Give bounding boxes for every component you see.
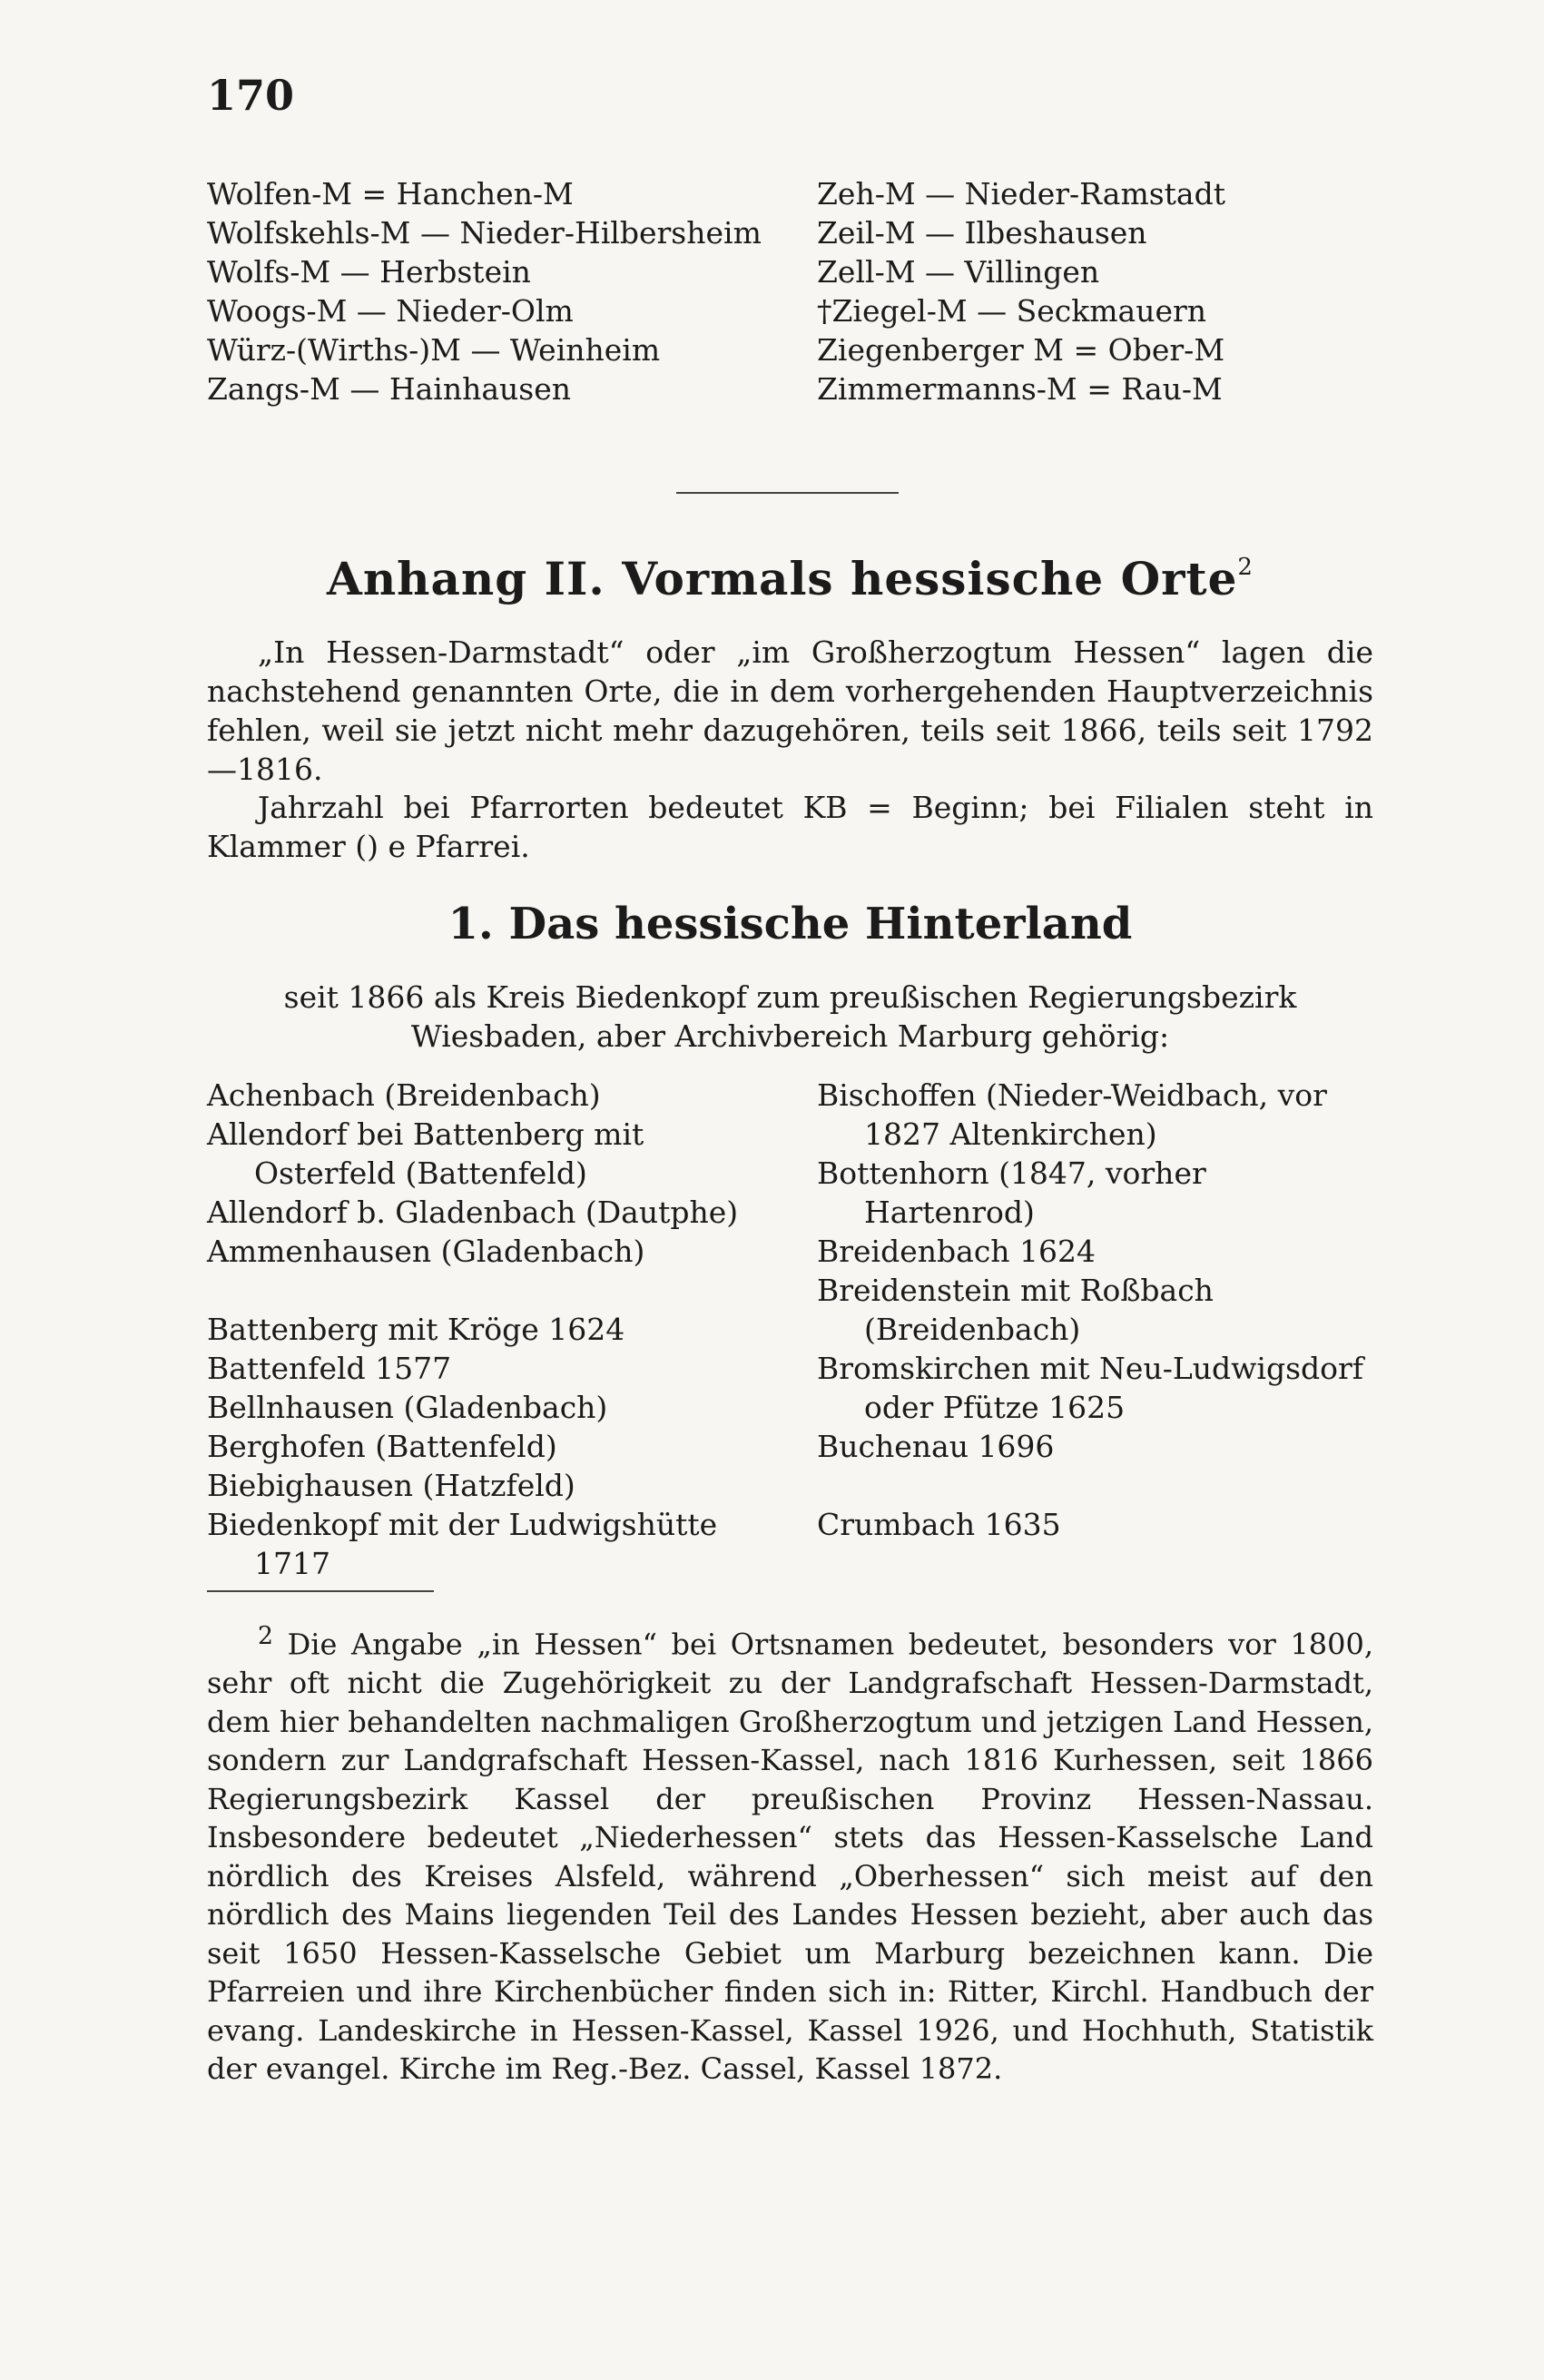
list-item: Zangs-M — Hainhausen: [207, 371, 571, 407]
section-title: 1. Das hessische Hinterland: [447, 899, 1133, 949]
list-item: Achenbach (Breidenbach): [207, 1077, 601, 1113]
list-item: Ammenhausen (Gladenbach): [207, 1234, 645, 1269]
intro-paragraph-note: Jahrzahl bei Pfarrorten bedeutet KB = Beginn; bei Filialen steht in Klammer () e Pfarrei.: [207, 790, 1373, 864]
list-item: Biedenkopf mit der Ludwigshütte 1717: [207, 1507, 718, 1581]
footnote-divider: [207, 1590, 434, 1592]
list-item: Bellnhausen (Gladenbach): [207, 1390, 608, 1425]
footnote-text: Die Angabe „in Hessen“ bei Ortsnamen bedeutet, besonders vor 1800, sehr oft nicht die Zugehörigkeit zu der Landgrafschaft Hessen-Darmstadt, dem hier behandelten nachmaligen Großherzogtum und jetzigen Land Hessen, sondern zur Landgrafschaft Hessen-Kassel, nach 1816 Kurhessen, seit 1866 Regierungsbezirk Kassel der preußischen Provinz Hessen-Nassau. Insbesondere bedeutet „Niederhessen“ stets das Hessen-Kasselsche Land nördlich des Kreises Alsfeld, während „Oberhessen“ sich meist auf den nördlich des Mains liegenden Teil des Landes Hessen bezieht, aber auch das seit 1650 Hessen-Kasselsche Gebiet um Marburg bezeichnen kann. Die Pfarreien und ihre Kirchenbücher finden sich in: Ritter, Kirchl. Handbuch der evang. Landeskirche in Hessen-Kassel, Kassel 1926, und Hochhuth, Statistik der evangel. Kirche im Reg.-Bez. Cassel, Kassel 1872.: [207, 1627, 1374, 2087]
list-item: Crumbach 1635: [817, 1507, 1061, 1542]
list-item: Buchenau 1696: [817, 1429, 1055, 1464]
page-number: 170: [207, 71, 295, 120]
list-item: Breidenbach 1624: [817, 1234, 1097, 1269]
list-item: Allendorf b. Gladenbach (Dautphe): [207, 1195, 739, 1230]
places-list-left: [207, 1076, 779, 1583]
footnote: [207, 1618, 1373, 2089]
list-item: Wolfen-M = Hanchen-M: [207, 176, 574, 211]
list-item: Zeh-M — Nieder-Ramstadt: [817, 176, 1225, 211]
list-item: Würz-(Wirths-)M — Weinheim: [207, 332, 661, 368]
list-item: Bromskirchen mit Neu-Ludwigsdorf oder Pfütze 1625: [817, 1351, 1363, 1425]
footnote-marker: 2: [258, 1622, 273, 1650]
top-list-left: [207, 174, 788, 408]
appendix-title-text: Anhang II. Vormals hessische Orte: [327, 552, 1238, 605]
appendix-title: [207, 552, 1373, 605]
list-item: Wolfskehls-M — Nieder-Hilbersheim: [207, 215, 762, 251]
list-item: Breidenstein mit Roßbach (Breidenbach): [817, 1273, 1214, 1347]
list-item: Wolfs-M — Herbstein: [207, 254, 531, 290]
list-item: Ziegenberger M = Ober-M: [817, 332, 1225, 368]
list-item: Bottenhorn (1847, vorher Hartenrod): [817, 1156, 1206, 1230]
list-item: Zell-M — Villingen: [817, 254, 1100, 290]
list-item: Allendorf bei Battenberg mit Osterfeld (Battenfeld): [207, 1116, 644, 1191]
section-divider: [676, 492, 899, 494]
list-item: Battenberg mit Kröge 1624: [207, 1312, 625, 1347]
section-subtitle: seit 1866 als Kreis Biedenkopf zum preußischen Regierungsbezirk Wiesbaden, aber Archivbereich Marburg gehörig:: [283, 979, 1297, 1054]
list-item: Biebighausen (Hatzfeld): [207, 1468, 575, 1503]
list-item: Bischoffen (Nieder-Weidbach, vor 1827 Altenkirchen): [817, 1077, 1327, 1152]
places-list-right: [817, 1076, 1380, 1544]
list-item: Zimmermanns-M = Rau-M: [817, 371, 1223, 407]
list-item: Battenfeld 1577: [207, 1351, 452, 1386]
list-item: †Ziegel-M — Seckmauern: [817, 293, 1207, 329]
list-item: Woogs-M — Nieder-Olm: [207, 293, 574, 329]
intro-paragraph: „In Hessen-Darmstadt“ oder „im Großherzogtum Hessen“ lagen die nachstehend genannten Orte, die in dem vorhergehenden Hauptverzeichnis fehlen, weil sie jetzt nicht mehr dazugehören, teils seit 1866, teils seit 1792—1816.: [207, 634, 1373, 787]
list-item: Zeil-M — Ilbeshausen: [817, 215, 1147, 251]
list-item: Berghofen (Battenfeld): [207, 1429, 557, 1464]
footnote-reference: 2: [1237, 554, 1254, 581]
top-list-right: [817, 174, 1307, 408]
